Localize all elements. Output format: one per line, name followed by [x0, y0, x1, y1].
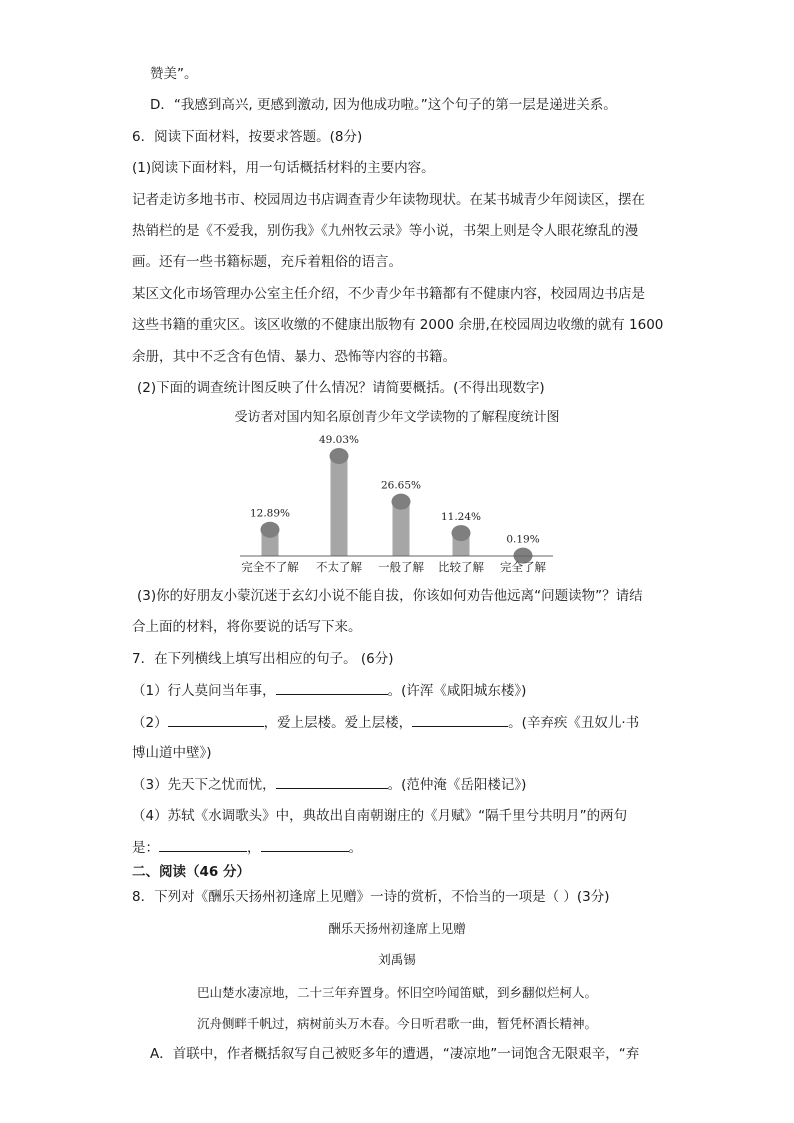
answer-blank[interactable] [261, 837, 349, 852]
chart-data-label: 0.19% [506, 533, 540, 546]
chart-bar-cap [452, 525, 471, 541]
chart-data-label: 12.89% [249, 507, 291, 520]
text-line: 赞美”。 [150, 66, 198, 82]
poem-title: 酬乐天扬州初逢席上见赠 [328, 921, 466, 936]
answer-blank[interactable] [168, 712, 264, 727]
fill-blank-text: ，爱上层楼。爱上层楼， [263, 715, 413, 731]
material-paragraph: 记者走访多地书市、校园周边书店调查青少年读物现状。在某书城青少年阅读区，摆在 [132, 192, 645, 208]
chart-data-label: 49.03% [318, 434, 360, 446]
fill-blank-2 [132, 712, 662, 733]
chart-bar-cap [392, 494, 411, 510]
question-8-heading: 8．下列对《酬乐天扬州初逢席上见赠》一诗的赏析，不恰当的一项是（ ）(3分) [132, 889, 610, 905]
material-paragraph: 画。还有一些书籍标题，充斥着粗俗的语言。 [132, 254, 402, 270]
fill-blank-3 [132, 774, 662, 795]
fill-blank-text: （1）行人莫问当年事， [132, 683, 276, 699]
material-paragraph: 热销栏的是《不爱我，别伤我》《九州牧云录》等小说，书架上则是令人眼花缭乱的漫 [132, 223, 639, 239]
fill-blank-4: （4）苏轼《水调歌头》中，典故出自南朝谢庄的《月赋》“隔千里兮共明月”的两句 [132, 808, 628, 824]
question-6-part-2: (2)下面的调查统计图反映了什么情况？请简要概括。(不得出现数字) [137, 380, 545, 396]
chart-title: 受访者对国内知名原创青少年文学读物的了解程度统计图 [234, 410, 560, 425]
question-6-part-3: (3)你的好朋友小蒙沉迷于玄幻小说不能自拔，你该如何劝告他远离“问题读物”？请结 [137, 588, 643, 604]
option-d: D．“我感到高兴, 更感到激动, 因为他成功啦。”这个句子的第一层是递进关系。 [150, 97, 617, 113]
fill-blank-text: 是： [132, 840, 159, 856]
chart-data-label: 11.24% [440, 511, 482, 524]
chart-category-label: 比较了解 [438, 560, 484, 574]
chart-category-label: 不太了解 [316, 560, 362, 574]
fill-blank-text: 。(许浑《咸阳城东楼》) [387, 683, 527, 699]
fill-blank-text: 。(辛弃疾《丑奴儿·书 [508, 715, 640, 731]
bar-chart [0, 428, 794, 588]
material-paragraph: 某区文化市场管理办公室主任介绍，不少青少年书籍都有不健康内容，校园周边书店是 [132, 286, 645, 302]
option-a: A．首联中，作者概括叙写自己被贬多年的遭遇，“凄凉地”一词饱含无限艰辛，“弃 [150, 1046, 640, 1062]
question-6-heading: 6．阅读下面材料，按要求答题。(8分) [132, 129, 363, 145]
answer-blank[interactable] [276, 774, 388, 789]
poem-line: 巴山楚水凄凉地，二十三年弃置身。怀旧空吟闻笛赋，到乡翻似烂柯人。 [196, 985, 597, 1000]
fill-blank-text: 。 [348, 840, 362, 856]
answer-blank[interactable] [412, 712, 508, 727]
chart-bar-cap [261, 522, 280, 538]
poem-line: 沉舟侧畔千帆过，病树前头万木春。今日听君歌一曲，暂凭杯酒长精神。 [196, 1016, 597, 1031]
material-paragraph: 余册，其中不乏含有色情、暴力、恐怖等内容的书籍。 [132, 349, 456, 365]
fill-blank-text: （2） [132, 715, 168, 731]
fill-blank-1 [132, 680, 662, 701]
chart-category-label: 完全不了解 [241, 560, 299, 574]
answer-blank[interactable] [276, 680, 388, 695]
poem-author: 刘禹锡 [378, 952, 416, 967]
question-7-heading: 7．在下列横线上填写出相应的句子。 (6分) [132, 651, 394, 667]
chart-category-label: 一般了解 [378, 560, 424, 574]
section-heading-reading: 二、阅读（46 分） [132, 864, 250, 880]
text-line: 合上面的材料，将你要说的话写下来。 [132, 619, 362, 635]
question-6-part-1: (1)阅读下面材料，用一句话概括材料的主要内容。 [132, 160, 435, 176]
chart-bar-cap [330, 448, 349, 464]
fill-blank-text: ， [247, 840, 261, 856]
chart-bar [393, 502, 410, 556]
text-line: 博山道中壁》) [132, 745, 212, 761]
fill-blank-4-answer [132, 837, 662, 858]
material-paragraph: 这些书籍的重灾区。该区收缴的不健康出版物有 2000 余册,在校园周边收缴的就有 1600 [132, 317, 664, 333]
answer-blank[interactable] [159, 837, 247, 852]
chart-bar [331, 456, 348, 556]
chart-category-label: 完全了解 [500, 560, 546, 574]
fill-blank-text: 。(范仲淹《岳阳楼记》) [387, 777, 527, 793]
chart-data-label: 26.65% [380, 479, 422, 492]
fill-blank-text: （3）先天下之忧而忧， [132, 777, 276, 793]
